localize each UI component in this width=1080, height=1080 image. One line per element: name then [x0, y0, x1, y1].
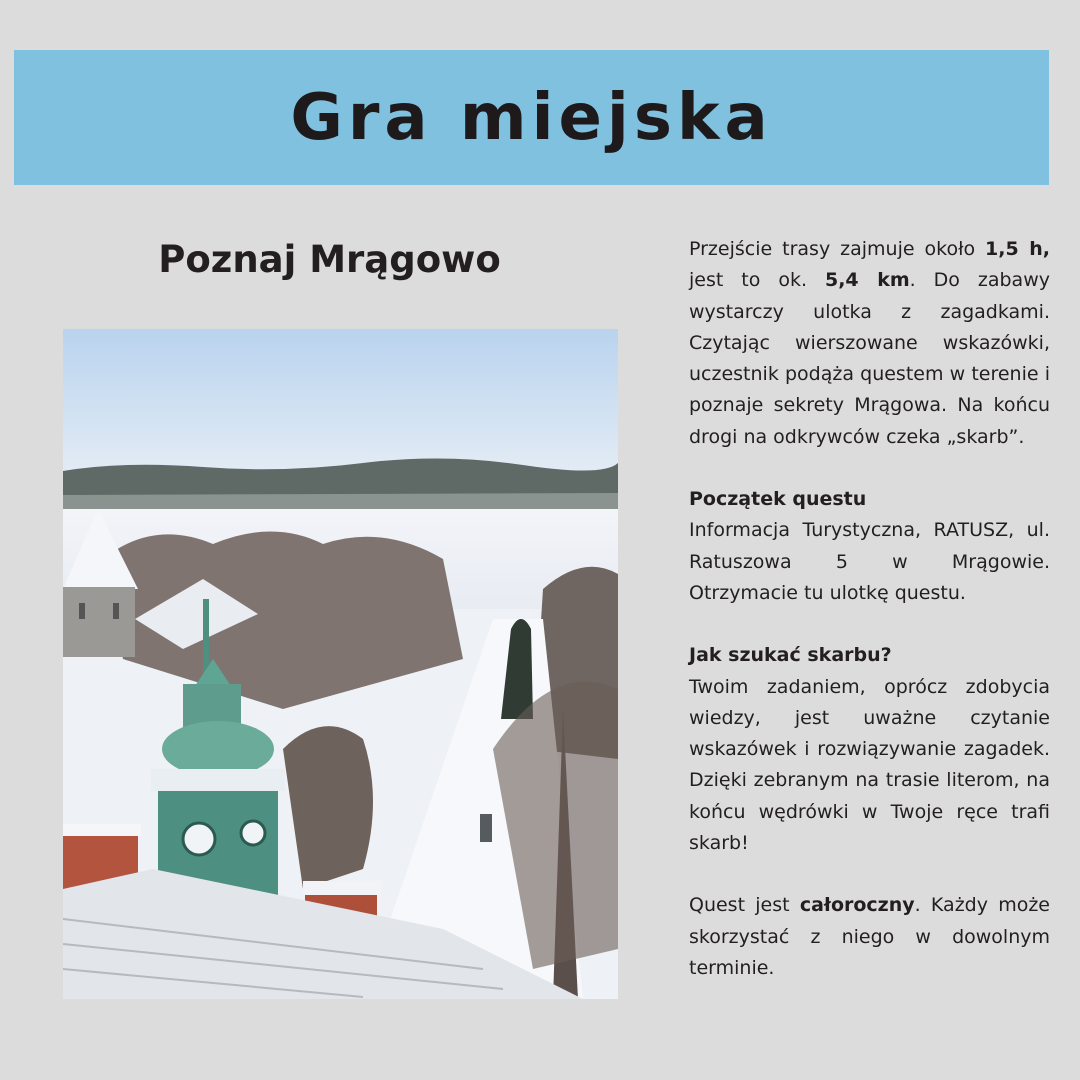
title-banner	[14, 50, 1049, 185]
treasure-paragraph: Twoim zadaniem, oprócz zdobycia wiedzy, jest uważne czytanie wskazówek i rozwiązywanie zagadek. Dzięki zebranym na trasie literom, na końcu wędrówki w Twoje ręce trafi skarb!	[689, 675, 1050, 855]
description-column	[689, 234, 1050, 984]
town-photo	[63, 329, 618, 999]
start-heading: Początek questu	[689, 488, 867, 511]
start-paragraph: Informacja Turystyczna, RATUSZ, ul. Ratuszowa 5 w Mrągowie. Otrzymacie tu ulotkę questu.	[689, 519, 1050, 604]
yearround-paragraph: Quest jest całoroczny. Każdy może skorzystać z niego w dowolnym terminie.	[689, 894, 1050, 979]
page-title: Gra miejska	[290, 80, 773, 155]
treasure-heading: Jak szukać skarbu?	[689, 644, 892, 667]
intro-paragraph: Przejście trasy zajmuje około 1,5 h, jest to ok. 5,4 km. Do zabawy wystarczy ulotka z zagadkami. Czytając wierszowane wskazówki, uczestnik podąża questem w terenie i poznaje sekrety Mrągowa. Na końcu drogi na odkrywców czeka „skarb”.	[689, 238, 1050, 448]
subtitle: Poznaj Mrągowo	[158, 238, 501, 281]
